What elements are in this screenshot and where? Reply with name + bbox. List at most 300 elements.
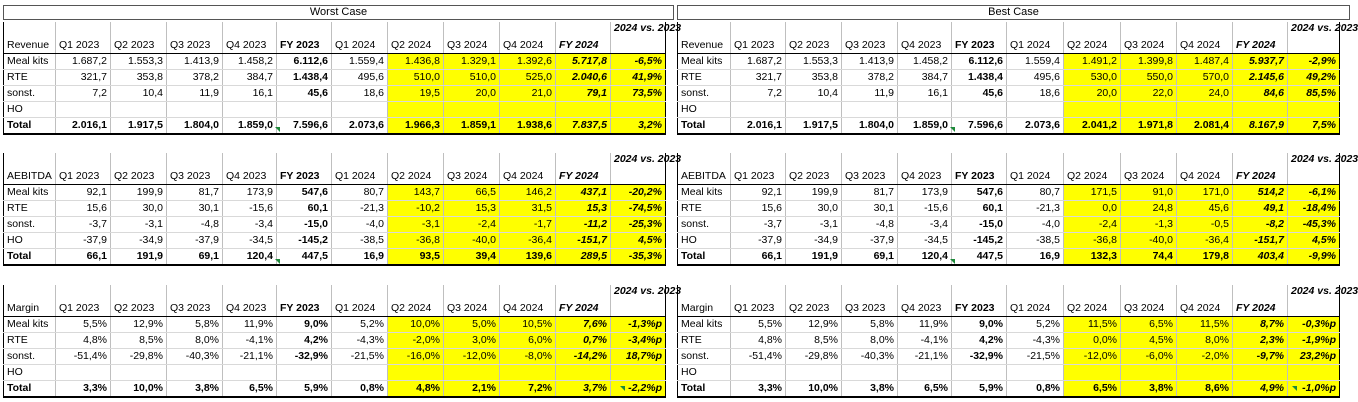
column-header-cell[interactable]: Q1 2024 xyxy=(332,285,388,316)
value-cell[interactable]: -21,3 xyxy=(1007,200,1064,216)
value-cell[interactable]: -32,9% xyxy=(277,348,332,364)
row-label-cell[interactable]: Meal kits xyxy=(678,316,731,332)
value-cell[interactable]: 6,5% xyxy=(898,380,952,397)
value-cell[interactable]: -37,9 xyxy=(167,232,223,248)
value-cell[interactable]: 1.971,8 xyxy=(1121,117,1177,134)
value-cell[interactable]: 321,7 xyxy=(731,69,786,85)
value-cell[interactable] xyxy=(277,101,332,117)
column-header-cell[interactable]: Q3 2024 xyxy=(444,22,500,53)
row-label-cell[interactable]: Meal kits xyxy=(4,184,56,200)
column-header-cell[interactable]: Q2 2024 xyxy=(388,22,444,53)
value-cell[interactable]: 146,2 xyxy=(500,184,556,200)
value-cell[interactable]: -9,7% xyxy=(1233,348,1288,364)
value-cell[interactable] xyxy=(444,364,500,380)
value-cell[interactable]: 1.938,6 xyxy=(500,117,556,134)
value-cell[interactable]: -4,8 xyxy=(167,216,223,232)
row-label-cell[interactable]: sonst. xyxy=(4,216,56,232)
value-cell[interactable]: 5,9% xyxy=(952,380,1007,397)
value-cell[interactable]: 8,7% xyxy=(1233,316,1288,332)
value-cell[interactable]: -4,1% xyxy=(223,332,277,348)
value-cell[interactable]: 2.073,6 xyxy=(1007,117,1064,134)
value-cell[interactable]: 5,5% xyxy=(731,316,786,332)
value-cell[interactable]: 1.436,8 xyxy=(388,53,444,69)
value-cell[interactable]: -1,3%p xyxy=(611,316,666,332)
column-header-cell[interactable]: Q4 2024 xyxy=(500,22,556,53)
column-header-cell[interactable]: Q2 2024 xyxy=(1064,285,1121,316)
column-header-cell[interactable]: FY 2023 xyxy=(277,22,332,53)
value-cell[interactable]: -6,1% xyxy=(1288,184,1340,200)
column-header-cell[interactable]: 2024 vs. 2023 xyxy=(1288,22,1340,53)
value-cell[interactable]: -12,0% xyxy=(1064,348,1121,364)
value-cell[interactable]: 66,1 xyxy=(731,248,786,265)
row-label-cell[interactable]: RTE xyxy=(4,69,56,85)
value-cell[interactable]: 191,9 xyxy=(111,248,167,265)
value-cell[interactable]: 4,5% xyxy=(1288,232,1340,248)
value-cell[interactable]: 30,0 xyxy=(111,200,167,216)
value-cell[interactable]: 66,1 xyxy=(56,248,111,265)
value-cell[interactable]: 91,0 xyxy=(1121,184,1177,200)
value-cell[interactable]: 18,6 xyxy=(332,85,388,101)
value-cell[interactable] xyxy=(952,101,1007,117)
value-cell[interactable]: 79,1 xyxy=(556,85,611,101)
value-cell[interactable] xyxy=(556,364,611,380)
value-cell[interactable]: -3,1 xyxy=(111,216,167,232)
value-cell[interactable]: 5,8% xyxy=(842,316,898,332)
column-header-cell[interactable]: FY 2023 xyxy=(952,153,1007,184)
value-cell[interactable]: 6.112,6 xyxy=(952,53,1007,69)
value-cell[interactable]: -18,4% xyxy=(1288,200,1340,216)
value-cell[interactable] xyxy=(223,364,277,380)
column-header-cell[interactable]: Q2 2024 xyxy=(1064,22,1121,53)
value-cell[interactable]: 1.438,4 xyxy=(277,69,332,85)
value-cell[interactable]: 7,2 xyxy=(731,85,786,101)
value-cell[interactable]: 1.559,4 xyxy=(1007,53,1064,69)
value-cell[interactable]: 2.016,1 xyxy=(731,117,786,134)
value-cell[interactable]: 49,2% xyxy=(1288,69,1340,85)
value-cell[interactable]: -4,0 xyxy=(1007,216,1064,232)
column-header-cell[interactable]: 2024 vs. 2023 xyxy=(611,285,666,316)
row-label-cell[interactable]: Meal kits xyxy=(678,53,731,69)
value-cell[interactable]: -2,9% xyxy=(1288,53,1340,69)
column-header-cell[interactable]: Q2 2024 xyxy=(1064,153,1121,184)
row-label-cell[interactable]: Total xyxy=(678,380,731,397)
value-cell[interactable]: -38,5 xyxy=(1007,232,1064,248)
value-cell[interactable]: 1.553,3 xyxy=(786,53,842,69)
value-cell[interactable]: 30,0 xyxy=(786,200,842,216)
column-header-cell[interactable]: FY 2024 xyxy=(1233,153,1288,184)
column-header-cell[interactable]: Q2 2024 xyxy=(388,285,444,316)
value-cell[interactable] xyxy=(1064,364,1121,380)
value-cell[interactable]: 171,0 xyxy=(1177,184,1233,200)
value-cell[interactable]: 8.167,9 xyxy=(1233,117,1288,134)
column-header-cell[interactable]: Q1 2023 xyxy=(56,285,111,316)
value-cell[interactable]: -10,2 xyxy=(388,200,444,216)
column-header-cell[interactable]: Q3 2023 xyxy=(167,285,223,316)
value-cell[interactable]: 384,7 xyxy=(898,69,952,85)
value-cell[interactable]: -6,0% xyxy=(1121,348,1177,364)
value-cell[interactable]: 7,2 xyxy=(56,85,111,101)
value-cell[interactable]: -40,3% xyxy=(167,348,223,364)
value-cell[interactable]: 570,0 xyxy=(1177,69,1233,85)
value-cell[interactable]: 514,2 xyxy=(1233,184,1288,200)
value-cell[interactable]: 9,0% xyxy=(277,316,332,332)
value-cell[interactable] xyxy=(611,101,666,117)
column-header-cell[interactable]: 2024 vs. 2023 xyxy=(1288,153,1340,184)
row-label-cell[interactable]: RTE xyxy=(678,332,731,348)
column-header-cell[interactable]: Q4 2023 xyxy=(223,285,277,316)
value-cell[interactable]: 3,0% xyxy=(444,332,500,348)
value-cell[interactable]: 1.458,2 xyxy=(223,53,277,69)
value-cell[interactable] xyxy=(56,101,111,117)
value-cell[interactable]: 80,7 xyxy=(1007,184,1064,200)
value-cell[interactable]: -1,3 xyxy=(1121,216,1177,232)
value-cell[interactable]: 4,5% xyxy=(611,232,666,248)
value-cell[interactable]: 173,9 xyxy=(223,184,277,200)
column-header-cell[interactable]: Q2 2023 xyxy=(111,22,167,53)
value-cell[interactable]: 139,6 xyxy=(500,248,556,265)
value-cell[interactable]: 0,0% xyxy=(1064,332,1121,348)
value-cell[interactable]: 12,9% xyxy=(111,316,167,332)
column-header-cell[interactable]: Q3 2023 xyxy=(167,153,223,184)
column-header-cell[interactable]: FY 2024 xyxy=(556,153,611,184)
column-header-cell[interactable]: Q1 2023 xyxy=(731,153,786,184)
value-cell[interactable]: -4,8 xyxy=(842,216,898,232)
value-cell[interactable]: -32,9% xyxy=(952,348,1007,364)
value-cell[interactable]: -45,3% xyxy=(1288,216,1340,232)
value-cell[interactable]: 3,3% xyxy=(56,380,111,397)
column-header-cell[interactable]: Q1 2023 xyxy=(56,22,111,53)
value-cell[interactable]: 378,2 xyxy=(842,69,898,85)
value-cell[interactable]: -74,5% xyxy=(611,200,666,216)
value-cell[interactable]: 1.413,9 xyxy=(842,53,898,69)
value-cell[interactable]: 0,8% xyxy=(332,380,388,397)
value-cell[interactable]: -15,0 xyxy=(277,216,332,232)
value-cell[interactable]: -21,3 xyxy=(332,200,388,216)
value-cell[interactable]: 4,5% xyxy=(1121,332,1177,348)
value-cell[interactable] xyxy=(731,101,786,117)
column-header-cell[interactable]: Q3 2024 xyxy=(444,153,500,184)
value-cell[interactable]: -3,7 xyxy=(731,216,786,232)
best-case-header[interactable]: Best Case xyxy=(677,5,1350,20)
value-cell[interactable]: 0,7% xyxy=(556,332,611,348)
value-cell[interactable]: 403,4 xyxy=(1233,248,1288,265)
value-cell[interactable] xyxy=(56,364,111,380)
value-cell[interactable] xyxy=(444,101,500,117)
value-cell[interactable]: -0,5 xyxy=(1177,216,1233,232)
value-cell[interactable]: -3,4%p xyxy=(611,332,666,348)
value-cell[interactable]: -34,9 xyxy=(111,232,167,248)
value-cell[interactable]: 2.016,1 xyxy=(56,117,111,134)
value-cell[interactable]: -151,7 xyxy=(1233,232,1288,248)
value-cell[interactable]: 18,6 xyxy=(1007,85,1064,101)
value-cell[interactable]: 547,6 xyxy=(277,184,332,200)
value-cell[interactable] xyxy=(500,101,556,117)
value-cell[interactable]: 8,0% xyxy=(842,332,898,348)
value-cell[interactable]: 550,0 xyxy=(1121,69,1177,85)
value-cell[interactable]: 45,6 xyxy=(952,85,1007,101)
value-cell[interactable]: 289,5 xyxy=(556,248,611,265)
value-cell[interactable]: 30,1 xyxy=(167,200,223,216)
value-cell[interactable]: -34,9 xyxy=(786,232,842,248)
value-cell[interactable]: 49,1 xyxy=(1233,200,1288,216)
value-cell[interactable]: 16,9 xyxy=(332,248,388,265)
value-cell[interactable]: -2,0% xyxy=(388,332,444,348)
value-cell[interactable]: 530,0 xyxy=(1064,69,1121,85)
value-cell[interactable]: -36,8 xyxy=(388,232,444,248)
column-header-cell[interactable]: Q2 2023 xyxy=(111,153,167,184)
value-cell[interactable] xyxy=(1233,101,1288,117)
value-cell[interactable]: -145,2 xyxy=(277,232,332,248)
value-cell[interactable] xyxy=(842,101,898,117)
value-cell[interactable]: -2,4 xyxy=(444,216,500,232)
value-cell[interactable]: -3,4 xyxy=(223,216,277,232)
value-cell[interactable] xyxy=(1288,101,1340,117)
row-label-cell[interactable]: HO xyxy=(678,101,731,117)
value-cell[interactable]: 24,8 xyxy=(1121,200,1177,216)
value-cell[interactable] xyxy=(388,364,444,380)
value-cell[interactable]: 24,0 xyxy=(1177,85,1233,101)
value-cell[interactable]: -37,9 xyxy=(731,232,786,248)
value-cell[interactable]: -51,4% xyxy=(56,348,111,364)
value-cell[interactable]: 6,5% xyxy=(1121,316,1177,332)
value-cell[interactable]: 11,5% xyxy=(1064,316,1121,332)
value-cell[interactable]: 45,6 xyxy=(1177,200,1233,216)
value-cell[interactable]: 547,6 xyxy=(952,184,1007,200)
value-cell[interactable]: 1.859,1 xyxy=(444,117,500,134)
value-cell[interactable]: 1.687,2 xyxy=(56,53,111,69)
value-cell[interactable]: 30,1 xyxy=(842,200,898,216)
value-cell[interactable]: 15,6 xyxy=(56,200,111,216)
value-cell[interactable]: 81,7 xyxy=(167,184,223,200)
value-cell[interactable]: 20,0 xyxy=(1064,85,1121,101)
row-label-cell[interactable]: HO xyxy=(4,101,56,117)
value-cell[interactable]: 6,5% xyxy=(1064,380,1121,397)
value-cell[interactable]: 1.392,6 xyxy=(500,53,556,69)
value-cell[interactable]: 120,4 xyxy=(223,248,277,265)
value-cell[interactable]: 81,7 xyxy=(842,184,898,200)
column-header-cell[interactable]: Q1 2024 xyxy=(1007,285,1064,316)
value-cell[interactable] xyxy=(786,364,842,380)
value-cell[interactable]: -36,8 xyxy=(1064,232,1121,248)
value-cell[interactable]: 73,5% xyxy=(611,85,666,101)
column-header-cell[interactable]: FY 2024 xyxy=(1233,22,1288,53)
value-cell[interactable]: 66,5 xyxy=(444,184,500,200)
value-cell[interactable]: 3,8% xyxy=(167,380,223,397)
value-cell[interactable]: 7,2% xyxy=(500,380,556,397)
value-cell[interactable]: -151,7 xyxy=(556,232,611,248)
column-header-cell[interactable]: Q2 2023 xyxy=(786,22,842,53)
value-cell[interactable]: -2,2%p xyxy=(611,380,666,397)
table-title-cell[interactable]: Margin xyxy=(4,285,56,316)
value-cell[interactable]: 3,2% xyxy=(611,117,666,134)
column-header-cell[interactable]: Q4 2023 xyxy=(898,285,952,316)
column-header-cell[interactable]: Q3 2024 xyxy=(1121,285,1177,316)
value-cell[interactable] xyxy=(556,101,611,117)
value-cell[interactable] xyxy=(898,364,952,380)
value-cell[interactable]: -3,7 xyxy=(56,216,111,232)
value-cell[interactable] xyxy=(167,101,223,117)
column-header-cell[interactable]: Q3 2023 xyxy=(167,22,223,53)
value-cell[interactable] xyxy=(111,101,167,117)
value-cell[interactable]: 69,1 xyxy=(842,248,898,265)
value-cell[interactable]: -35,3% xyxy=(611,248,666,265)
value-cell[interactable]: 525,0 xyxy=(500,69,556,85)
value-cell[interactable]: 143,7 xyxy=(388,184,444,200)
value-cell[interactable]: 22,0 xyxy=(1121,85,1177,101)
value-cell[interactable]: 7.837,5 xyxy=(556,117,611,134)
value-cell[interactable]: 1.917,5 xyxy=(111,117,167,134)
value-cell[interactable]: 3,7% xyxy=(556,380,611,397)
value-cell[interactable] xyxy=(1121,364,1177,380)
value-cell[interactable]: -15,0 xyxy=(952,216,1007,232)
value-cell[interactable]: -40,0 xyxy=(444,232,500,248)
row-label-cell[interactable]: Total xyxy=(4,380,56,397)
value-cell[interactable]: 1.458,2 xyxy=(898,53,952,69)
value-cell[interactable]: 31,5 xyxy=(500,200,556,216)
row-label-cell[interactable]: HO xyxy=(4,232,56,248)
value-cell[interactable]: -145,2 xyxy=(952,232,1007,248)
value-cell[interactable]: 92,1 xyxy=(731,184,786,200)
value-cell[interactable]: -21,5% xyxy=(332,348,388,364)
row-label-cell[interactable]: Total xyxy=(678,248,731,265)
value-cell[interactable]: 11,5% xyxy=(1177,316,1233,332)
column-header-cell[interactable]: 2024 vs. 2023 xyxy=(1288,285,1340,316)
value-cell[interactable]: 4,8% xyxy=(731,332,786,348)
value-cell[interactable]: 8,0% xyxy=(1177,332,1233,348)
value-cell[interactable] xyxy=(500,364,556,380)
value-cell[interactable]: 5,8% xyxy=(167,316,223,332)
column-header-cell[interactable]: Q1 2024 xyxy=(1007,153,1064,184)
column-header-cell[interactable]: Q4 2023 xyxy=(223,22,277,53)
row-label-cell[interactable]: RTE xyxy=(678,69,731,85)
value-cell[interactable] xyxy=(898,101,952,117)
value-cell[interactable]: 11,9 xyxy=(842,85,898,101)
row-label-cell[interactable]: Meal kits xyxy=(4,53,56,69)
value-cell[interactable]: -6,5% xyxy=(611,53,666,69)
row-label-cell[interactable]: RTE xyxy=(678,200,731,216)
value-cell[interactable]: 8,6% xyxy=(1177,380,1233,397)
value-cell[interactable]: 10,0% xyxy=(388,316,444,332)
column-header-cell[interactable]: Q4 2023 xyxy=(898,153,952,184)
value-cell[interactable] xyxy=(223,101,277,117)
value-cell[interactable]: 1.559,4 xyxy=(332,53,388,69)
value-cell[interactable]: 11,9 xyxy=(167,85,223,101)
value-cell[interactable]: -34,5 xyxy=(898,232,952,248)
value-cell[interactable]: 437,1 xyxy=(556,184,611,200)
table-title-cell[interactable]: Margin xyxy=(678,285,731,316)
value-cell[interactable]: 1.487,4 xyxy=(1177,53,1233,69)
value-cell[interactable]: -21,1% xyxy=(223,348,277,364)
value-cell[interactable]: 3,8% xyxy=(1121,380,1177,397)
value-cell[interactable]: 132,3 xyxy=(1064,248,1121,265)
value-cell[interactable]: 5.937,7 xyxy=(1233,53,1288,69)
column-header-cell[interactable]: Q4 2024 xyxy=(500,153,556,184)
row-label-cell[interactable]: sonst. xyxy=(4,348,56,364)
value-cell[interactable]: -4,3% xyxy=(1007,332,1064,348)
value-cell[interactable]: 92,1 xyxy=(56,184,111,200)
value-cell[interactable]: -25,3% xyxy=(611,216,666,232)
value-cell[interactable]: 16,9 xyxy=(1007,248,1064,265)
value-cell[interactable]: 10,4 xyxy=(111,85,167,101)
value-cell[interactable]: 41,9% xyxy=(611,69,666,85)
column-header-cell[interactable]: 2024 vs. 2023 xyxy=(611,22,666,53)
table-title-cell[interactable]: Revenue xyxy=(678,22,731,53)
column-header-cell[interactable]: Q2 2023 xyxy=(111,285,167,316)
column-header-cell[interactable]: Q3 2024 xyxy=(1121,153,1177,184)
value-cell[interactable]: 60,1 xyxy=(952,200,1007,216)
value-cell[interactable] xyxy=(388,101,444,117)
row-label-cell[interactable]: sonst. xyxy=(678,85,731,101)
value-cell[interactable]: 179,8 xyxy=(1177,248,1233,265)
value-cell[interactable] xyxy=(1233,364,1288,380)
column-header-cell[interactable]: FY 2024 xyxy=(556,285,611,316)
value-cell[interactable]: 2.040,6 xyxy=(556,69,611,85)
value-cell[interactable]: 19,5 xyxy=(388,85,444,101)
value-cell[interactable]: 20,0 xyxy=(444,85,500,101)
column-header-cell[interactable]: Q2 2023 xyxy=(786,153,842,184)
value-cell[interactable]: 0,8% xyxy=(1007,380,1064,397)
value-cell[interactable]: 1.966,3 xyxy=(388,117,444,134)
value-cell[interactable]: -20,2% xyxy=(611,184,666,200)
column-header-cell[interactable]: Q1 2023 xyxy=(731,285,786,316)
value-cell[interactable]: 384,7 xyxy=(223,69,277,85)
value-cell[interactable]: -2,0% xyxy=(1177,348,1233,364)
value-cell[interactable]: -2,4 xyxy=(1064,216,1121,232)
value-cell[interactable]: 6,5% xyxy=(223,380,277,397)
value-cell[interactable]: 12,9% xyxy=(786,316,842,332)
column-header-cell[interactable]: FY 2023 xyxy=(277,285,332,316)
row-label-cell[interactable]: sonst. xyxy=(678,348,731,364)
row-label-cell[interactable]: HO xyxy=(678,232,731,248)
value-cell[interactable]: 495,6 xyxy=(1007,69,1064,85)
value-cell[interactable]: 120,4 xyxy=(898,248,952,265)
value-cell[interactable]: 10,5% xyxy=(500,316,556,332)
value-cell[interactable]: 447,5 xyxy=(277,248,332,265)
column-header-cell[interactable]: Q2 2023 xyxy=(786,285,842,316)
column-header-cell[interactable]: Q1 2024 xyxy=(332,153,388,184)
value-cell[interactable]: -40,0 xyxy=(1121,232,1177,248)
value-cell[interactable]: 5,0% xyxy=(444,316,500,332)
value-cell[interactable]: 4,8% xyxy=(388,380,444,397)
value-cell[interactable]: 8,5% xyxy=(111,332,167,348)
column-header-cell[interactable]: FY 2023 xyxy=(952,22,1007,53)
column-header-cell[interactable]: Q1 2023 xyxy=(56,153,111,184)
value-cell[interactable]: 191,9 xyxy=(786,248,842,265)
value-cell[interactable] xyxy=(1177,101,1233,117)
value-cell[interactable] xyxy=(277,364,332,380)
value-cell[interactable]: 1.917,5 xyxy=(786,117,842,134)
value-cell[interactable]: -4,3% xyxy=(332,332,388,348)
column-header-cell[interactable]: 2024 vs. 2023 xyxy=(611,153,666,184)
column-header-cell[interactable]: Q3 2024 xyxy=(1121,22,1177,53)
value-cell[interactable]: 9,0% xyxy=(952,316,1007,332)
value-cell[interactable]: 1.687,2 xyxy=(731,53,786,69)
value-cell[interactable]: 15,3 xyxy=(556,200,611,216)
column-header-cell[interactable]: Q4 2023 xyxy=(223,153,277,184)
value-cell[interactable]: -1,0%p xyxy=(1288,380,1340,397)
value-cell[interactable]: 1.804,0 xyxy=(167,117,223,134)
value-cell[interactable]: -38,5 xyxy=(332,232,388,248)
value-cell[interactable]: -1,9%p xyxy=(1288,332,1340,348)
value-cell[interactable]: 1.491,2 xyxy=(1064,53,1121,69)
value-cell[interactable] xyxy=(1288,364,1340,380)
column-header-cell[interactable]: Q4 2024 xyxy=(1177,22,1233,53)
value-cell[interactable]: 10,0% xyxy=(786,380,842,397)
value-cell[interactable]: 5.717,8 xyxy=(556,53,611,69)
value-cell[interactable]: 11,9% xyxy=(898,316,952,332)
value-cell[interactable] xyxy=(1064,101,1121,117)
value-cell[interactable]: 15,3 xyxy=(444,200,500,216)
